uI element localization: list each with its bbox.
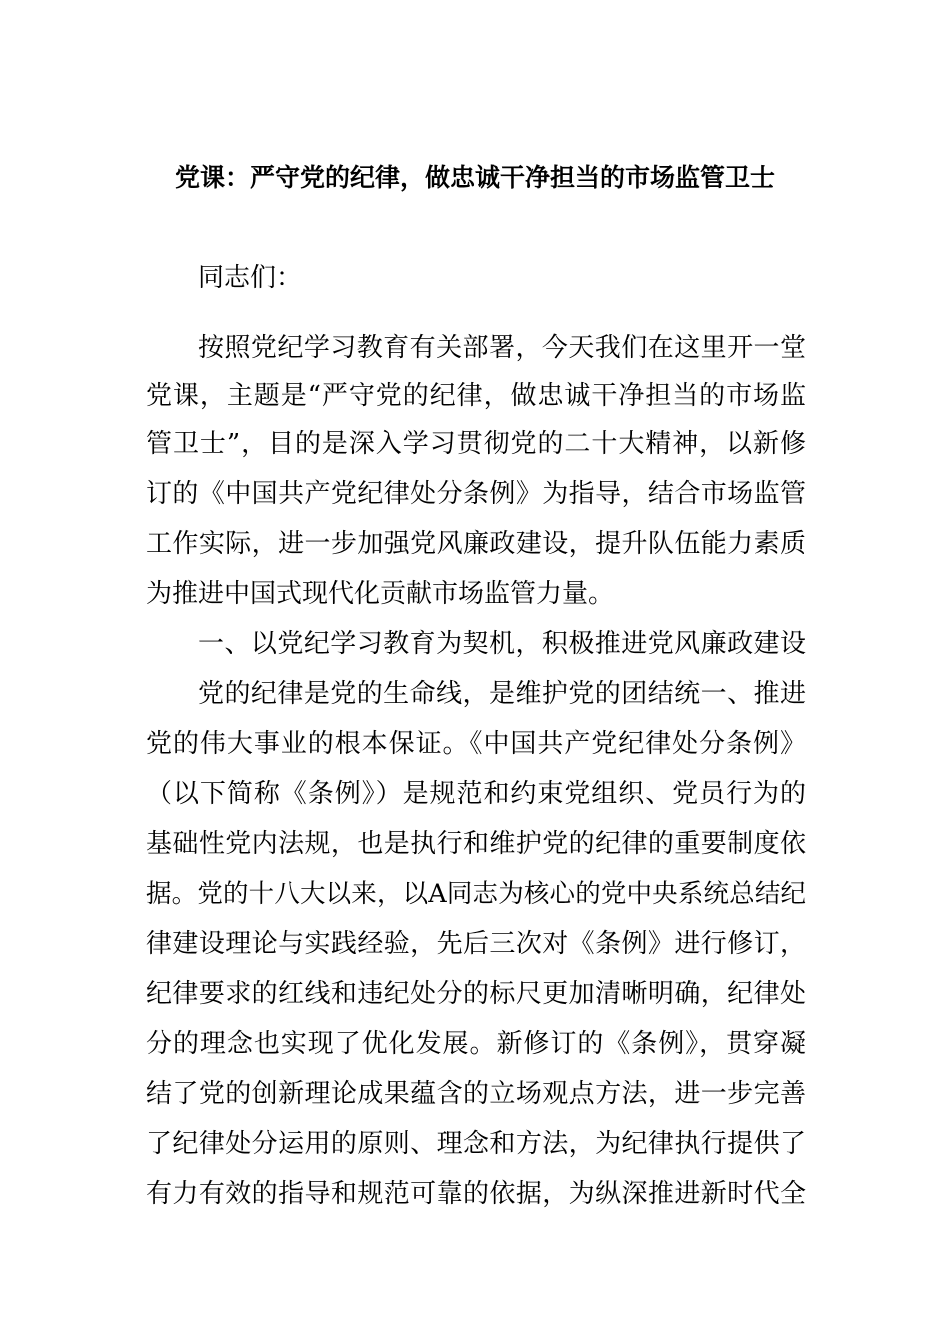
body-line: 结了党的创新理论成果蕴含的立场观点方法，进一步完善 [146,1079,806,1109]
body-line: 党的纪律是党的生命线，是维护党的团结统一、推进 [198,679,806,709]
body-line: 据。党的十八大以来，以A同志为核心的党中央系统总结纪 [146,879,806,909]
body-line: 有力有效的指导和规范可靠的依据，为纵深推进新时代全 [146,1179,806,1209]
body-line: 按照党纪学习教育有关部署，今天我们在这里开一堂 [198,333,806,363]
section-heading: 一、以党纪学习教育为契机，积极推进党风廉政建设 [198,629,806,659]
body-line: 管卫士”，目的是深入学习贯彻党的二十大精神，以新修 [146,429,806,459]
body-line: 律建设理论与实践经验，先后三次对《条例》进行修订， [146,929,806,959]
document-title: 党课：严守党的纪律，做忠诚干净担当的市场监管卫士 [174,163,775,192]
greeting: 同志们： [198,263,303,293]
body-line: 基础性党内法规，也是执行和维护党的纪律的重要制度依 [146,829,806,859]
body-line: 党课，主题是“严守党的纪律，做忠诚干净担当的市场监 [146,381,806,411]
body-line: 订的《中国共产党纪律处分条例》为指导，结合市场监管 [146,479,806,509]
body-line: 为推进中国式现代化贡献市场监管力量。 [146,579,615,609]
body-line: （以下简称《条例》）是规范和约束党组织、党员行为的 [146,779,806,809]
body-line: 纪律要求的红线和违纪处分的标尺更加清晰明确，纪律处 [146,979,806,1009]
body-line: 了纪律处分运用的原则、理念和方法，为纪律执行提供了 [146,1129,806,1159]
body-line: 分的理念也实现了优化发展。新修订的《条例》，贯穿凝 [146,1029,806,1059]
body-line: 工作实际，进一步加强党风廉政建设，提升队伍能力素质 [146,529,806,559]
body-line: 党的伟大事业的根本保证。《中国共产党纪律处分条例》 [146,729,806,759]
